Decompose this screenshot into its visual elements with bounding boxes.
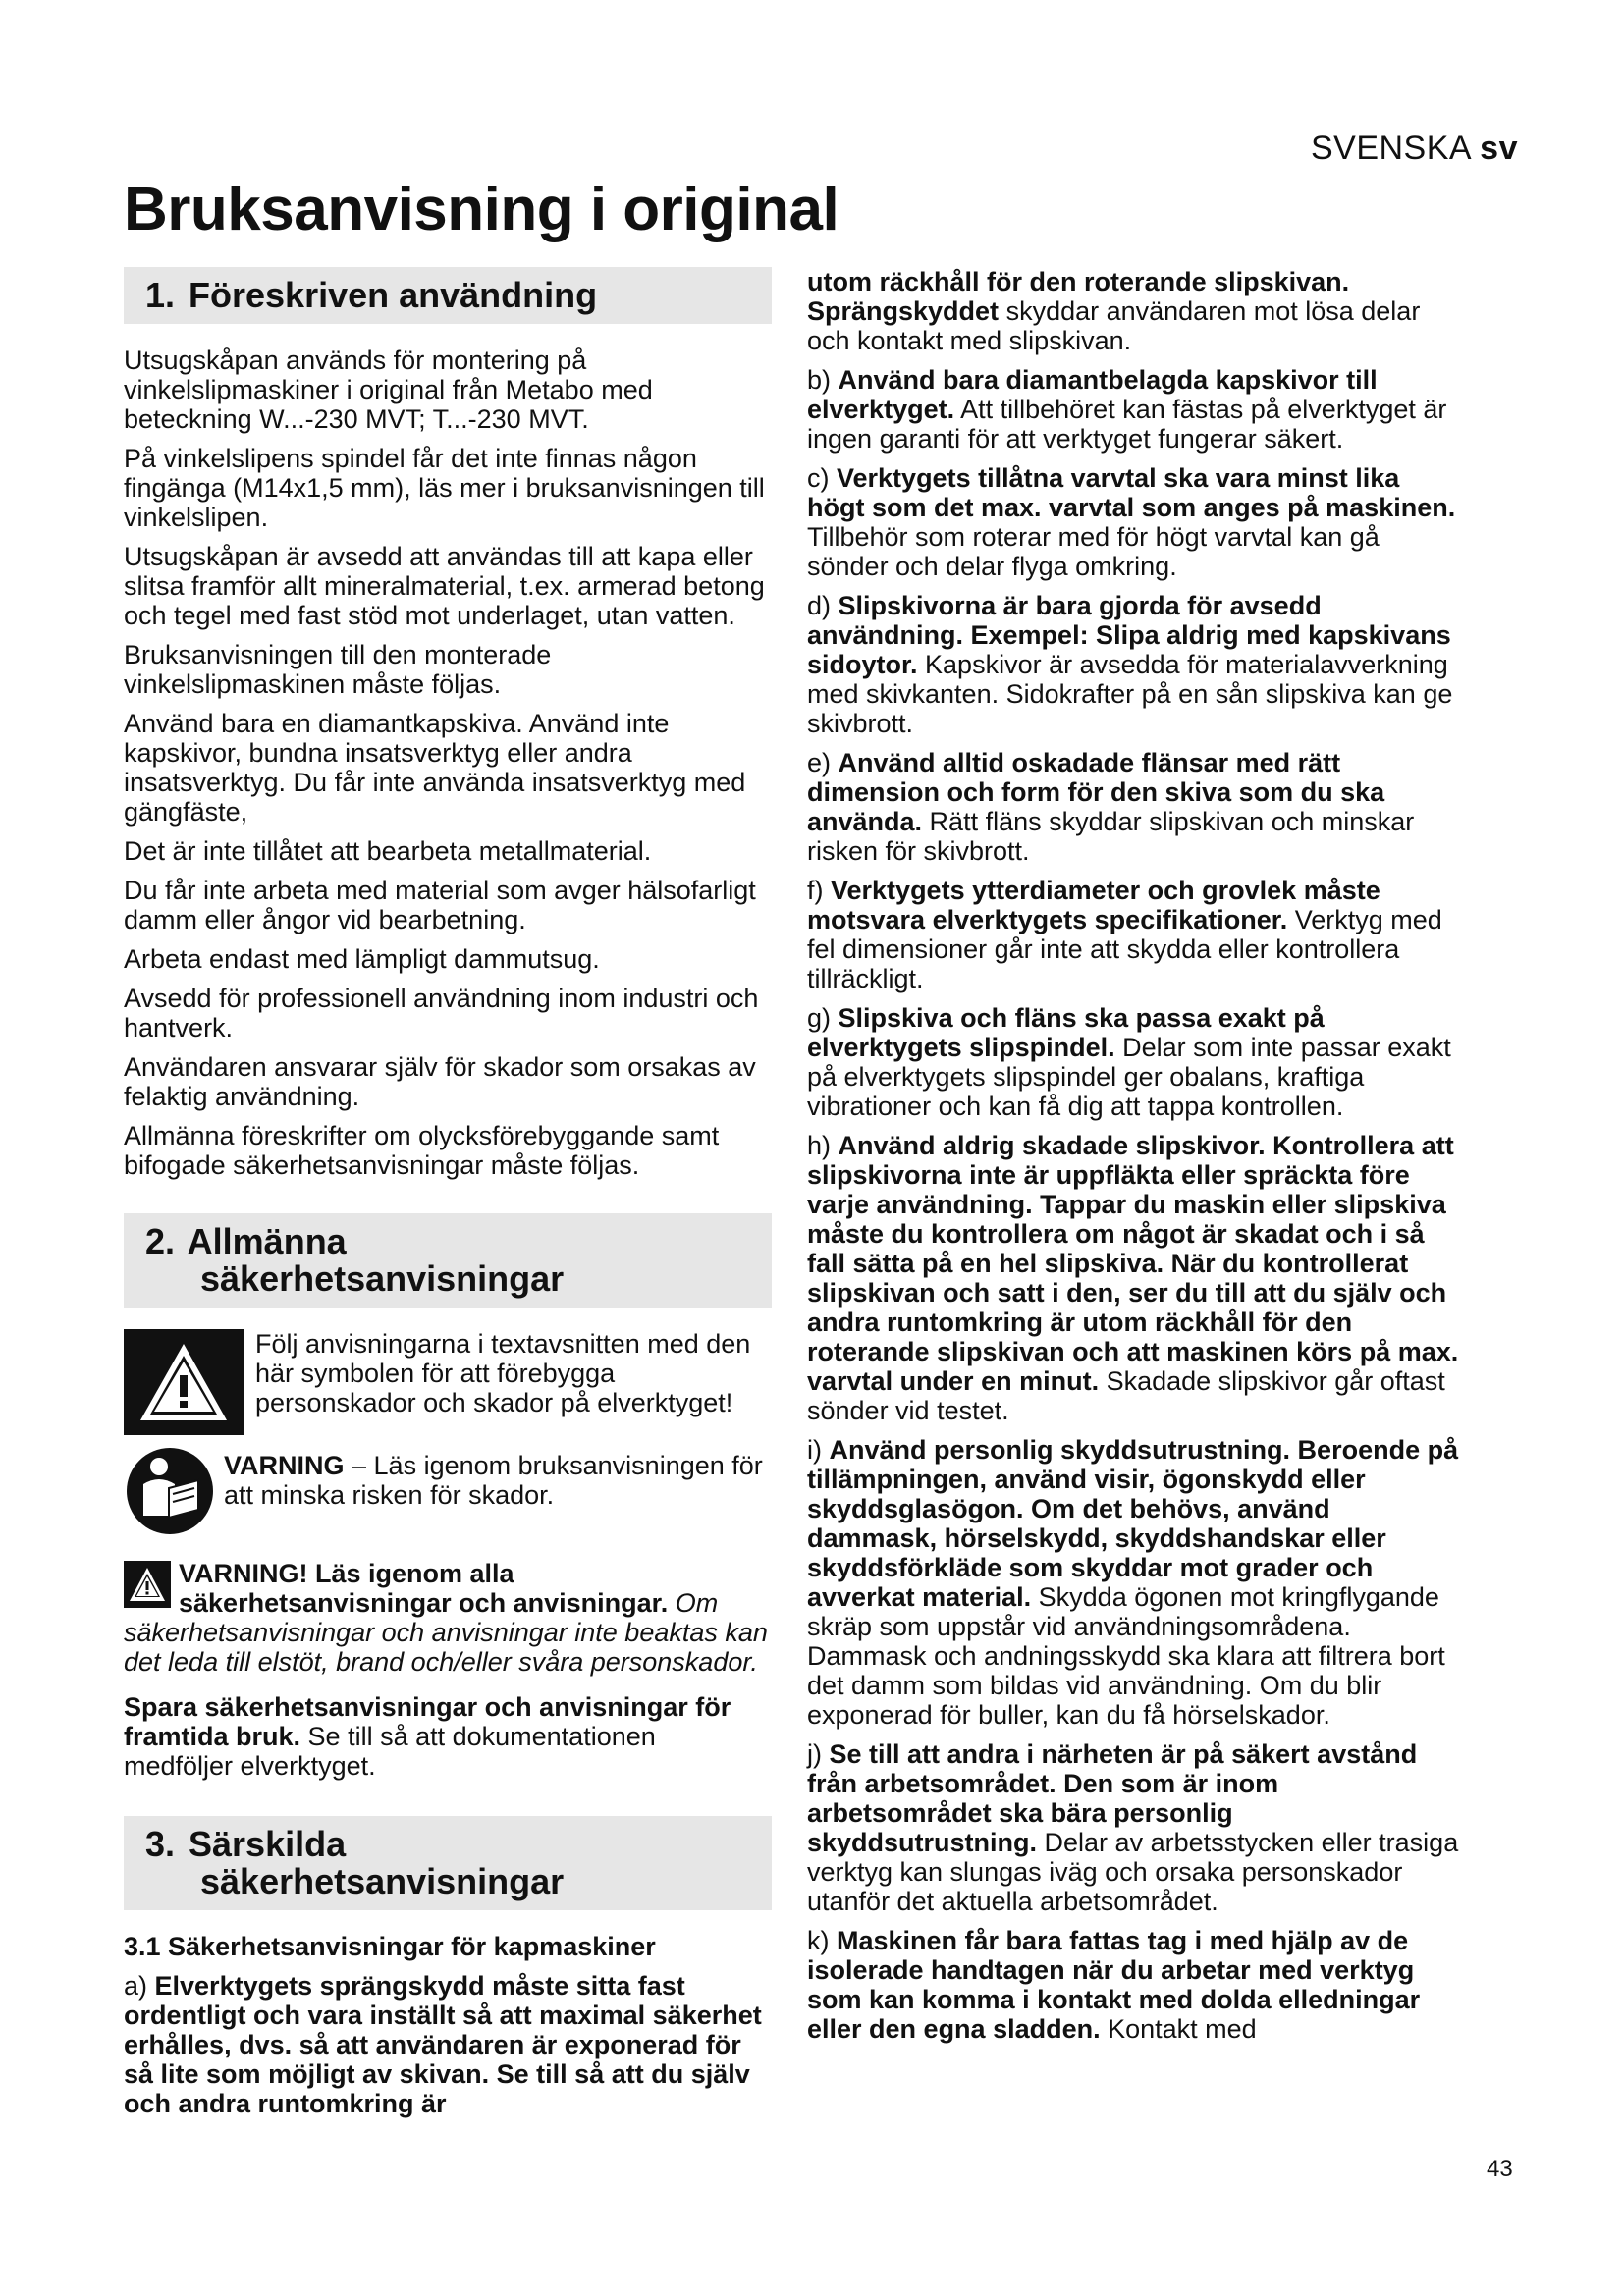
- list-item-bold: Använd aldrig skadade slipskivor. Kontrollera att slipskivorna inte är uppfläkta eller spräckta före varje användning. Tappar du maskin eller slipskiva måste du kontrollera om något är skadat och i så fall sätta på en hel slipskiva. När du kontrollerat slipskivan och satt i den, ser du till att du själv och andra runtomkring är utom räckhåll för den roterande slipskivan och att maskinen körs på max. varvtal under en minut.: [807, 1131, 1459, 1396]
- continued-bold: utom räckhåll för den roterande slipskivan. Sprängskyddet: [807, 267, 1350, 326]
- list-prefix: j): [807, 1739, 830, 1769]
- list-item-bold: Använd bara diamantbelagda kapskivor till elverktyget.: [807, 365, 1378, 424]
- list-item-text: Kontakt med: [1100, 2014, 1257, 2044]
- list-item-bold: Slipskiva och fläns ska passa exakt på elverktygets slipspindel.: [807, 1003, 1325, 1062]
- list-item-text: Delar av arbetsstycken eller trasiga verktyg kan slungas iväg och orsaka personskador utanför det aktuella arbetsområdet.: [807, 1828, 1459, 1916]
- list-item-bold: Använd alltid oskadade flänsar med rätt dimension och form för den skiva som du ska använda.: [807, 748, 1385, 836]
- list-item: [807, 463, 1463, 581]
- list-prefix: i): [807, 1435, 830, 1465]
- warning-triangle-icon: [124, 1561, 171, 1608]
- list-item-text: Rätt fläns skyddar slipskivan och minskar risken för skivbrott.: [807, 807, 1415, 866]
- paragraph: Bruksanvisningen till den monterade vinkelslipmaskinen måste följas.: [124, 640, 552, 699]
- right-column: [807, 267, 1463, 2054]
- list-item: [807, 1003, 1463, 1121]
- list-item: [807, 1739, 1463, 1916]
- list-prefix: a): [124, 1971, 155, 2001]
- section-2-number: 2.: [145, 1221, 176, 1261]
- list-item-text: Verktyg med fel dimensioner går inte att skydda eller kontrollera tillräckligt.: [807, 905, 1442, 993]
- paragraph: Utsugskåpan är avsedd att användas till att kapa eller slitsa framför allt mineralmaterial, t.ex. armerad betong och tegel med fast stöd mot underlaget, utan vatten.: [124, 542, 765, 630]
- list-item-bold: Använd personlig skyddsutrustning. Beroende på tillämpningen, använd visir, ögonskydd eller skyddsglasögon. Om det behövs, använd dammask, hörselskydd, skyddshandskar eller skyddsförkläde som skyddar mot grader och avverkat material.: [807, 1435, 1459, 1612]
- save-instructions-text: Se till så att dokumentationen medföljer elverktyget.: [124, 1722, 656, 1781]
- section-2-title-line2: säkerhetsanvisningar: [200, 1258, 565, 1299]
- list-prefix: k): [807, 1926, 837, 1955]
- general-warning: [124, 1559, 772, 1677]
- save-instructions-bold: Spara säkerhetsanvisningar och anvisningar för framtida bruk.: [124, 1692, 731, 1751]
- section-1-number: 1.: [145, 275, 176, 315]
- list-item: [807, 1435, 1463, 1730]
- paragraph: Det är inte tillåtet att bearbeta metallmaterial.: [124, 836, 652, 866]
- list-item-text: Tillbehör som roterar med för högt varvtal kan gå sönder och delar flyga omkring.: [807, 522, 1380, 581]
- section-2-heading: [124, 1213, 772, 1308]
- list-prefix: d): [807, 591, 839, 620]
- page-title: Bruksanvisning i original: [124, 176, 839, 243]
- continued-text: skyddar användaren mot lösa delar och kontakt med slipskivan.: [807, 296, 1421, 355]
- language-label: [1311, 130, 1518, 168]
- list-item-text: Skydda ögonen mot kringflygande skräp som uppstår vid användningsområdena. Dammask och andningsskydd ska klara att filtrera bort det damm som bildas vid användning. Om du blir exponerad för buller, kan du få hörselskador.: [807, 1582, 1445, 1730]
- section-1-heading: [124, 267, 772, 324]
- continued-paragraph: [807, 267, 1463, 355]
- list-prefix: e): [807, 748, 839, 777]
- list-item: [807, 1131, 1463, 1425]
- page-number: 43: [1487, 2156, 1513, 2182]
- language-word: SVENSKA: [1310, 130, 1471, 167]
- paragraph: Använd bara en diamantkapskiva. Använd inte kapskivor, bundna insatsverktyg eller andra insatsverktyg. Du får inte använda insatsverktyg med gängfäste,: [124, 709, 746, 827]
- section-3-title-line1: Särskilda: [189, 1824, 347, 1864]
- list-item: [807, 1926, 1463, 2044]
- section-2-title-line1: Allmänna: [187, 1221, 347, 1261]
- general-warning-italic: Om säkerhetsanvisningar och anvisningar inte beaktas kan det leda till elstöt, brand och/eller svåra personskador.: [124, 1588, 768, 1677]
- manual-warning: [124, 1451, 772, 1543]
- list-prefix: b): [807, 365, 839, 395]
- paragraph: Du får inte arbeta med material som avger hälsofarligt damm eller ångor vid bearbetning.: [124, 876, 756, 934]
- list-item-text: Att tillbehöret kan fästas på elverktyget är ingen garanti för att verktyget fungerar säkert.: [807, 395, 1447, 454]
- list-prefix: h): [807, 1131, 839, 1160]
- list-item-bold: Se till att andra i närheten är på säkert avstånd från arbetsområdet. Den som är inom arbetsområdet ska bära personlig skyddsutrustning.: [807, 1739, 1418, 1857]
- list-item: [807, 876, 1463, 993]
- paragraph: På vinkelslipens spindel får det inte finnas någon fingänga (M14x1,5 mm), läs mer i bruksanvisningen till vinkelslipen.: [124, 444, 765, 532]
- list-item: [807, 748, 1463, 866]
- read-manual-icon: [124, 1451, 224, 1543]
- warning-label: VARNING: [224, 1451, 345, 1480]
- general-warning-heading: VARNING! Läs igenom alla säkerhetsanvisningar och anvisningar.: [179, 1559, 669, 1618]
- warning-triangle-icon: [124, 1329, 244, 1435]
- list-item-a: [124, 1971, 772, 2118]
- list-item: [807, 365, 1463, 454]
- section-3-title-line2: säkerhetsanvisningar: [200, 1861, 565, 1901]
- list-item-bold: Verktygets tillåtna varvtal ska vara minst lika högt som det max. varvtal som anges på maskinen.: [807, 463, 1456, 522]
- list-item-bold: Verktygets ytterdiameter och grovlek måste motsvara elverktygets specifikationer.: [807, 876, 1380, 934]
- list-item-text: Skadade slipskivor går oftast sönder vid testet.: [807, 1366, 1445, 1425]
- paragraph: Användaren ansvarar själv för skador som orsakas av felaktig användning.: [124, 1052, 756, 1111]
- section-3-number: 3.: [145, 1824, 176, 1864]
- symbol-notice-text: Följ anvisningarna i textavsnitten med den här symbolen för att förebygga personskador och skador på elverktyget!: [255, 1329, 751, 1417]
- language-code: sv: [1480, 130, 1518, 167]
- symbol-notice: [124, 1329, 772, 1435]
- list-item-bold: Maskinen får bara fattas tag i med hjälp av de isolerade handtagen när du arbetar med verktyg som kan komma i kontakt med dolda elledningar eller den egna sladden.: [807, 1926, 1421, 2044]
- manual-warning-text: [224, 1451, 772, 1510]
- paragraph: Arbeta endast med lämpligt dammutsug.: [124, 944, 600, 974]
- section-3-heading: [124, 1816, 772, 1910]
- save-instructions: [124, 1692, 772, 1781]
- list-item-text: Delar som inte passar exakt på elverktygets slipspindel ger obalans, kraftiga vibrationer och kan få dig att tappa kontrollen.: [807, 1033, 1451, 1121]
- list-item: [807, 591, 1463, 738]
- paragraph: Utsugskåpan används för montering på vinkelslipmaskiner i original från Metabo med beteckning W...-230 MVT; T...-230 MVT.: [124, 346, 653, 434]
- paragraph: Avsedd för professionell användning inom industri och hantverk.: [124, 984, 759, 1042]
- left-column: [124, 267, 772, 2128]
- list-item-bold: Elverktygets sprängskydd måste sitta fast ordentligt och vara inställt så att maximal säkerhet erhålles, dvs. så att användaren är exponerad för så lite som möjligt av skivan. Se till så att du själv och andra runtomkring är: [124, 1971, 762, 2118]
- list-item-bold: Slipskivorna är bara gjorda för avsedd användning. Exempel: Slipa aldrig med kapskivans sidoytor.: [807, 591, 1451, 679]
- section-1-title: Föreskriven användning: [189, 275, 598, 315]
- warning-text: – Läs igenom bruksanvisningen för att minska risken för skador.: [224, 1451, 763, 1510]
- subsection-title: 3.1 Säkerhetsanvisningar för kapmaskiner: [124, 1932, 656, 1961]
- list-item-text: Kapskivor är avsedda för materialavverkning med skivkanten. Sidokrafter på en sån slipskiva kan ge skivbrott.: [807, 650, 1453, 738]
- list-prefix: c): [807, 463, 837, 493]
- list-prefix: f): [807, 876, 831, 905]
- list-prefix: g): [807, 1003, 839, 1033]
- paragraph: Allmänna föreskrifter om olycksförebyggande samt bifogade säkerhetsanvisningar måste följas.: [124, 1121, 720, 1180]
